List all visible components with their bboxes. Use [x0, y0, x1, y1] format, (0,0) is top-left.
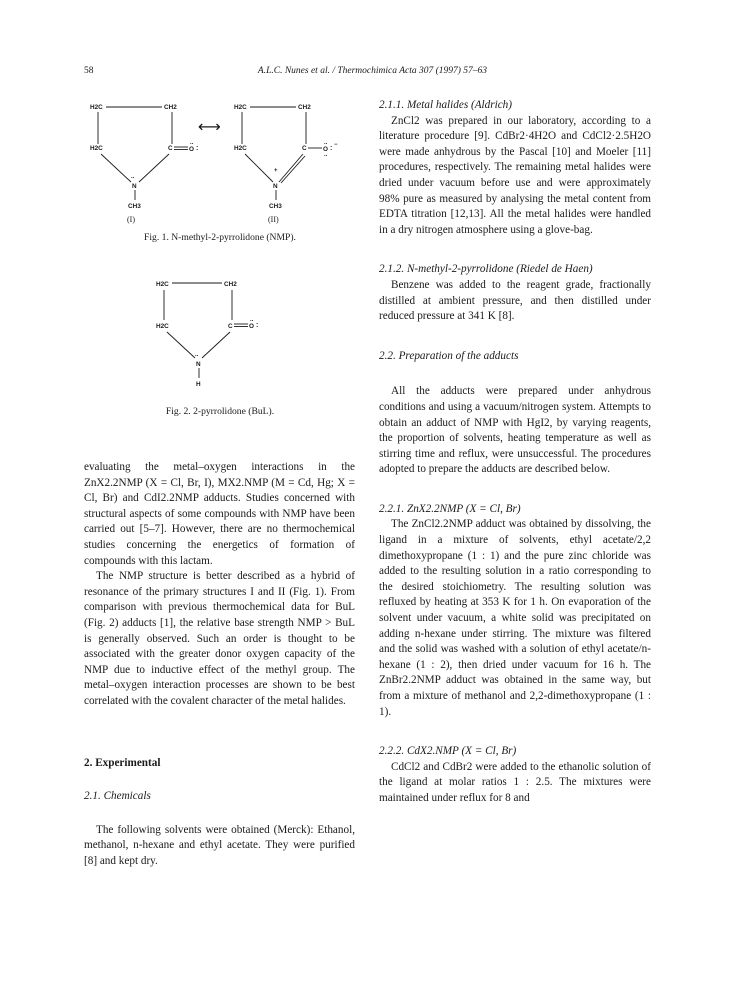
right-column [379, 98, 651, 807]
resonance-arrow: ⟷ [198, 119, 221, 136]
svg-text:..: .. [324, 152, 328, 158]
para-2-2: All the adducts were prepared under anhydrous conditions and using a vacuum/nitrogen system. Attempts to obtain an adduct of NMP with HgI2, by varying reagents, the proportion of solvents, heating temperature as well as stirring time and reflux, were unsuccessful. The procedures adopted to prepare the adducts are described below. [379, 385, 651, 476]
figure-1-structures [84, 92, 356, 252]
svg-text:−: − [334, 142, 338, 148]
running-header [84, 66, 661, 80]
f2-ch2-top: CH2 [224, 281, 237, 288]
svg-text:+: + [274, 168, 278, 174]
label-I: (I) [127, 215, 135, 224]
svg-text::: : [256, 322, 259, 329]
svg-text::: : [196, 145, 199, 152]
f2-c: C [228, 323, 233, 330]
para-2-1-1: ZnCl2 was prepared in our laboratory, according to a literature procedure [9]. CdBr2·4H2O and CdCl2·2.5H2O were made anhydrous by the Pascal [10] and Moeler [11] procedures, respectively. The remaining metal halides were dried under vacuum before use and were approximately 98% pure as measured by analysing the metal content from EDTA titration [12,13]. All the metal halides were handled in a dry nitrogen atmosphere using a glove-bag. [379, 114, 651, 236]
s1-o: O [189, 146, 194, 153]
f2-h2c-top: H2C [156, 281, 169, 288]
s2-h2c-top: H2C [234, 104, 247, 111]
s2-ch3: CH3 [269, 203, 282, 210]
svg-text:..: .. [250, 317, 254, 323]
para-2-2-1: The ZnCl2.2NMP adduct was obtained by dissolving, the ligand in a mixture of solvents, ethyl acetate/2,2 dimethoxypropane (1 : 1) and the pure zinc chloride was added to the resulting solution in a ratio corresponding to the desired stoichiometry. The resulting solution was refluxed by heating at 353 K for 1 h. On evaporation of the solvent under vacuum, a white solid was precipitated on adding n-hexane under stirring. The mixture was filtered and the solid was washed with a solution of ethyl acetate/n-hexane (1 : 2), then dried under vacuum for 16 h. The ZnBr2.2NMP adduct was obtained in the same way, but from a mixture of methanol and 2,2-dimethoxypropane (1 : 1). [379, 518, 651, 718]
left-paragraph-2: The NMP structure is better described as a hybrid of resonance of the primary structures I and II (Fig. 1). From comparison with previous thermochemical data for BuL (Fig. 2) adducts [1], the relative base strength NMP > BuL is generally observed. Such an order is thought to be associated with the greater donor oxygen capacity of the NMP due to inductive effect of the methyl group. The metal–oxygen interaction processes are shown to be best correlated with the covalent character of the metal halides. [84, 570, 355, 707]
figure-1-caption [84, 232, 356, 244]
s2-c: C [302, 145, 307, 152]
structure-II [234, 104, 338, 224]
svg-text:..: .. [195, 352, 199, 358]
s1-c: C [168, 145, 173, 152]
f2-h: H [196, 381, 201, 388]
s1-h2c-top: H2C [90, 104, 103, 111]
section-2-2-heading: 2.2. Preparation of the adducts [379, 349, 519, 362]
s2-ch2-top: CH2 [298, 104, 311, 111]
figure-2-structure [150, 272, 290, 390]
s2-o: O [323, 146, 328, 153]
figure-1-caption-text: Fig. 1. N-methyl-2-pyrrolidone (NMP). [144, 232, 296, 243]
section-2-heading: 2. Experimental [84, 756, 161, 769]
f2-n: N [196, 361, 201, 368]
figure-2-caption-text: Fig. 2. 2-pyrrolidone (BuL). [165, 406, 275, 417]
svg-text:..: .. [190, 140, 194, 146]
label-II: (II) [268, 215, 279, 224]
f2-h2c-left: H2C [156, 323, 169, 330]
svg-text::: : [330, 145, 333, 152]
s2-n: N [273, 183, 278, 190]
figure-2-caption [84, 406, 356, 418]
s1-ch3: CH3 [128, 203, 141, 210]
s1-n: N [132, 183, 137, 190]
left-paragraph-1: evaluating the metal–oxygen interactions in the ZnX2.2NMP (X = Cl, Br, I), MX2.NMP (M = Cd, Hg; X = Cl, Br) and CdI2.2NMP adducts. Studies concerned with structural aspects of some compounds with NMP have been carried out [5–7]. However, there are no thermochemical studies concerning the energetics of formation of compounds with this lactam. [84, 461, 355, 567]
s1-h2c-left: H2C [90, 145, 103, 152]
s1-ch2-top: CH2 [164, 104, 177, 111]
structure-I [90, 104, 198, 224]
section-2-2-2-heading: 2.2.2. CdX2.NMP (X = Cl, Br) [379, 745, 517, 758]
f2-o: O [249, 323, 254, 330]
left-paragraph-3: The following solvents were obtained (Merck): Ethanol, methanol, n-hexane and ethyl acetate. They were purified [8] and kept dry. [84, 823, 355, 867]
svg-text:..: .. [131, 174, 135, 180]
left-column [84, 460, 355, 869]
svg-text:..: .. [324, 140, 328, 146]
section-2-1-heading: 2.1. Chemicals [84, 790, 151, 803]
section-2-1-2-heading: 2.1.2. N-methyl-2-pyrrolidone (Riedel de Haen) [379, 263, 593, 276]
running-title: A.L.C. Nunes et al. / Thermochimica Acta 307 (1997) 57–63 [257, 66, 488, 76]
para-2-1-2: Benzene was added to the reagent grade, fractionally distilled at ambient pressure, and then distilled under reduced pressure at 341 K [8]. [379, 278, 651, 323]
section-2-2-1-heading: 2.2.1. ZnX2.2NMP (X = Cl, Br) [379, 502, 521, 515]
s2-h2c-left: H2C [234, 145, 247, 152]
para-2-2-2: CdCl2 and CdBr2 were added to the ethanolic solution of the ligand at molar ratios 1 : 2.5. The mixtures were maintained under reflux for 8 and [379, 760, 651, 804]
page-number: 58 [84, 66, 94, 76]
section-2-1-1-heading: 2.1.1. Metal halides (Aldrich) [379, 99, 512, 111]
